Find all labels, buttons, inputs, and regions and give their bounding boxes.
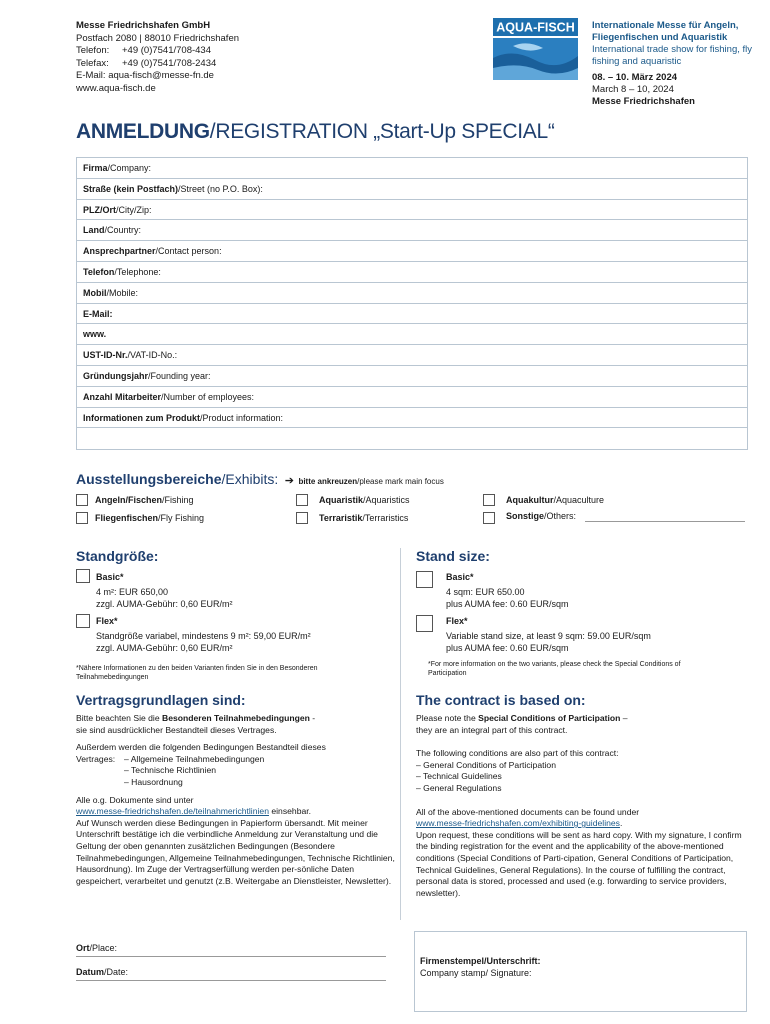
stand-size-heading-de: Standgröße:	[76, 548, 159, 564]
contract-text-en: Please note the Special Conditions of Participation – they are an integral part of this contract. The following conditions are also part of this contract: – General Conditions of Participation – Technical Guidelines – General Regulations All of the above-mentioned documents can be found under www.messe-friedrichshafen.com/exhibiting-guidelines. Upon request, these conditions will be sent as hard copy. With my signature, I confirm the binding registration for the event and the applicability of the above-mentioned conditions (Special Conditions of Parti-cipation, General Conditions of Participation, Technical Guidelines, General Regulations). In the course of fulfilling the contract, personal data is stored, processed and used (e.g. forwarding to service providers, newsletter).	[416, 713, 742, 898]
event-venue: Messe Friedrichshafen	[592, 96, 695, 107]
contract-text-de: Bitte beachten Sie die Besonderen Teilnahmebedingungen - sie sind ausdrücklicher Bestandteil dieses Vertrages. Außerdem werden die folgenden Bedingungen Bestandteil dieses Vertrages: – Allgemeine Teilnahmebedingungen – Technische Richtlinien – Hausordnung Alle o.g. Dokumente sind unter www.messe-friedrichshafen.de/teilnahmerichtlinien einsehbar. Auf Wunsch werden diese Bedingungen in Papierform übersandt. Mit meiner Unterschrift bestätige ich die verbindliche Anmeldung zur Veranstaltung und die Geltung der oben genannten zusätzlichen Bedingungen (Besondere Teilnahmebedingungen, Allgemeine Teilnahmebedingungen, Technische Richtlinien, Hausordnung). Im Zuge der Vertragserfüllung werden per-sönliche Daten gespeichert, verarbeitet und genutzt (z.B. Weitergabe an Dienstleister, Newsletter).	[76, 713, 395, 886]
place-label: Ort/Place:	[76, 943, 118, 953]
basic-option-en: Basic* 4 sqm: EUR 650.00 plus AUMA fee: 0.60 EUR/sqm	[446, 572, 569, 609]
form-field-row[interactable]: PLZ/Ort/City/Zip:	[77, 200, 747, 221]
stand-footnote-de: *Nähere Informationen zu den beiden Varianten finden Sie in den Besonderen Teilnahmebedingungen	[76, 665, 318, 681]
date-input-line[interactable]	[76, 980, 386, 981]
company-name: Messe Friedrichshafen GmbH	[76, 20, 211, 31]
form-field-row[interactable]: E-Mail:	[77, 304, 747, 325]
flex-checkbox-de[interactable]	[76, 614, 90, 628]
postal-address: Postfach 2080 | 88010 Friedrichshafen	[76, 32, 240, 44]
column-divider	[400, 548, 401, 920]
form-field-row[interactable]: UST-ID-Nr./VAT-ID-No.:	[77, 345, 747, 366]
stamp-label: Firmenstempel/Unterschrift: Company stamp/ Signature:	[420, 956, 541, 978]
exhibit-option-others[interactable]: Sonstige/Others:	[483, 511, 495, 529]
form-field-row[interactable]: Informationen zum Produkt/Product information:	[77, 408, 747, 429]
exhibit-option-fly-fishing[interactable]: Fliegenfischen/Fly Fishing	[76, 511, 88, 529]
exhibit-option-aquaculture[interactable]: Aquakultur/Aquaculture	[483, 493, 495, 511]
basic-checkbox-en[interactable]	[416, 571, 433, 588]
event-title-en: International trade show for fishing, fly fishing and aquaristic	[592, 44, 753, 67]
page-title: ANMELDUNG/REGISTRATION „Start-Up SPECIAL“	[76, 120, 555, 143]
guidelines-link-de[interactable]: www.messe-friedrichshafen.de/teilnahmerichtlinien	[76, 806, 269, 817]
form-field-row[interactable]: Firma/Company:	[77, 158, 747, 179]
arrow-right-icon: ➔	[284, 475, 294, 487]
form-field-row[interactable]: Ansprechpartner/Contact person:	[77, 241, 747, 262]
form-field-row[interactable]: Mobil/Mobile:	[77, 283, 747, 304]
form-field-row[interactable]: www.	[77, 324, 747, 345]
form-field-row[interactable]: Anzahl Mitarbeiter/Number of employees:	[77, 387, 747, 408]
contract-heading-de: Vertragsgrundlagen sind:	[76, 692, 246, 708]
fax-line: Telefax: +49 (0)7541/708-2434	[76, 57, 217, 69]
basic-option-de: Basic* 4 m²: EUR 650,00 zzgl. AUMA-Gebühr: 0,60 EUR/m²	[96, 572, 233, 609]
web-line: www.aqua-fisch.de	[76, 82, 156, 94]
others-input-line[interactable]	[585, 521, 745, 522]
basic-checkbox-de[interactable]	[76, 569, 90, 583]
form-field-row[interactable]: Straße (kein Postfach)/Street (no P.O. Box):	[77, 179, 747, 200]
guidelines-link-en[interactable]: www.messe-friedrichshafen.com/exhibiting-guidelines	[416, 818, 620, 829]
contract-heading-en: The contract is based on:	[416, 692, 586, 708]
sender-address	[76, 20, 239, 95]
form-field-row[interactable]: Land/Country:	[77, 220, 747, 241]
event-date-de: 08. – 10. März 2024	[592, 72, 678, 83]
event-date-en: March 8 – 10, 2024	[592, 84, 674, 95]
registration-form	[76, 157, 748, 450]
stand-size-heading-en: Stand size:	[416, 548, 490, 564]
place-input-line[interactable]	[76, 956, 386, 957]
exhibit-option-terraristics[interactable]: Terraristik/Terraristics	[296, 511, 308, 529]
event-info	[592, 20, 752, 108]
aqua-fisch-logo	[493, 18, 578, 80]
phone-line: Telefon: +49 (0)7541/708-434	[76, 45, 212, 56]
form-field-row[interactable]: Telefon/Telephone:	[77, 262, 747, 283]
form-field-row[interactable]	[77, 428, 747, 449]
flex-checkbox-en[interactable]	[416, 615, 433, 632]
exhibit-option-aquaristics[interactable]: Aquaristik/Aquaristics	[296, 493, 308, 511]
flex-option-en: Flex* Variable stand size, at least 9 sqm: 59.00 EUR/sqm plus AUMA fee: 0.60 EUR/sqm	[446, 616, 651, 653]
event-title-de: Internationale Messe für Angeln, Fliegenfischen und Aquaristik	[592, 20, 739, 43]
logo-text: AQUA-FISCH	[496, 20, 575, 35]
exhibit-option-fishing[interactable]: Angeln/Fischen/Fishing	[76, 493, 88, 511]
form-field-row[interactable]: Gründungsjahr/Founding year:	[77, 366, 747, 387]
stand-footnote-en: *For more information on the two variants, please check the Special Conditions of Participation	[428, 661, 681, 677]
email-line: E-Mail: aqua-fisch@messe-fn.de	[76, 70, 214, 81]
date-label: Datum/Date:	[76, 967, 129, 977]
flex-option-de: Flex* Standgröße variabel, mindestens 9 m²: 59,00 EUR/m² zzgl. AUMA-Gebühr: 0,60 EUR/m²	[96, 616, 311, 653]
exhibits-heading: Ausstellungsbereiche/Exhibits: ➔ bitte ankreuzen/please mark main focus	[76, 471, 444, 487]
